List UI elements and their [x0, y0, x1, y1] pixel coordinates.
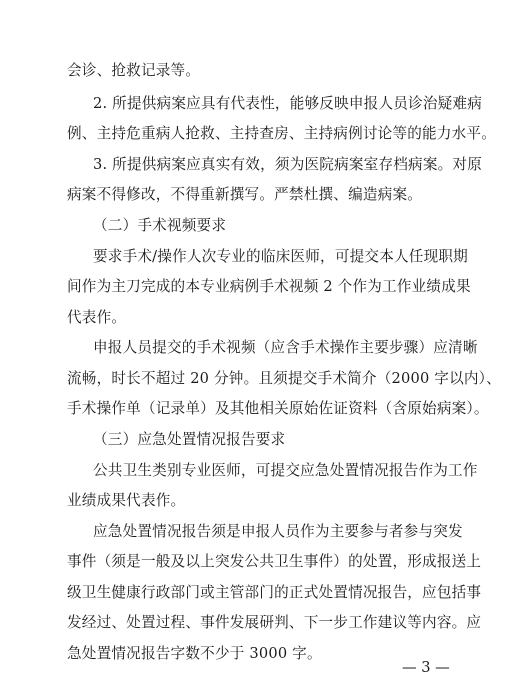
text-line: 要求手术/操作人次专业的临床医师，可提交本人任现职期 — [93, 248, 468, 265]
text-line: 申报人员提交的手术视频（应含手术操作主要步骤）应清晰 — [93, 339, 478, 356]
page-number: — 3 — — [402, 659, 450, 676]
text-line: 事件（须是一般及以上突发公共卫生事件）的处置，形成报送上 — [67, 553, 482, 570]
text-line: 流畅，时长不超过 20 分钟。且须提交手术简介（2000 字以内）、 — [67, 370, 501, 387]
text-line: 应急处置情况报告须是申报人员作为主要参与者参与突发 — [93, 523, 463, 540]
text-line: 级卫生健康行政部门或主管部门的正式处置情况报告，应包括事 — [67, 584, 482, 601]
text-line: 急处置情况报告字数不少于 3000 字。 — [67, 645, 322, 662]
text-line: 手术操作单（记录单）及其他相关原始佐证资料（含原始病案）。 — [67, 400, 489, 417]
text-line: 2. 所提供病案应具有代表性，能够反映申报人员诊治疑难病 — [93, 95, 483, 112]
text-line: 会诊、抢救记录等。 — [67, 62, 201, 79]
text-line: 发经过、处置过程、事件发展研判、下一步工作建议等内容。应 — [67, 614, 482, 631]
text-line: 3. 所提供病案应真实有效，须为医院病案室存档病案。对原 — [93, 156, 483, 173]
section-heading: （三）应急处置情况报告要求 — [93, 431, 286, 448]
text-line: 业绩成果代表作。 — [67, 492, 186, 509]
text-line: 公共卫生类别专业医师，可提交应急处置情况报告作为工作 — [93, 462, 478, 479]
section-heading: （二）手术视频要求 — [93, 217, 227, 234]
text-line: 间作为主刀完成的本专业病例手术视频 2 个作为工作业绩成果 — [67, 278, 471, 295]
text-line: 例、主持危重病人抢救、主持查房、主持病例讨论等的能力水平。 — [67, 125, 497, 142]
text-line: 病案不得修改，不得重新撰写。严禁杜撰、编造病案。 — [67, 186, 423, 203]
text-line: 代表作。 — [67, 309, 127, 326]
